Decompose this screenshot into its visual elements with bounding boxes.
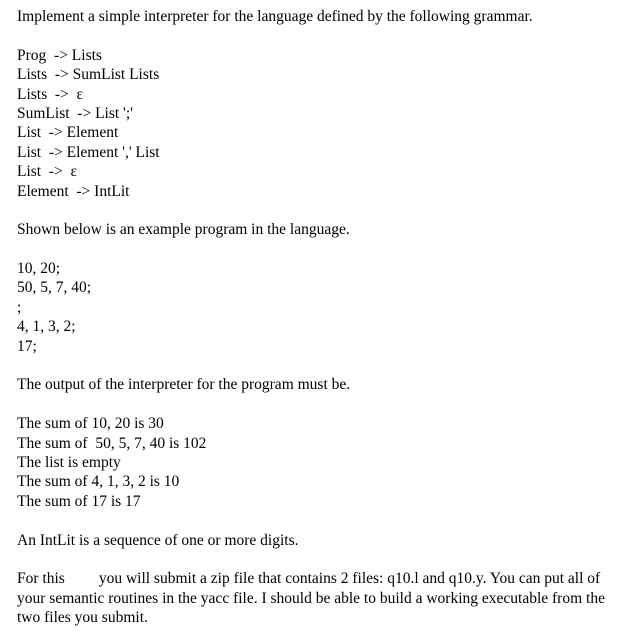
document-body [17,7,629,628]
output-line: The sum of 17 is 17 [17,492,141,510]
intlit-definition: An IntLit is a sequence of one or more digits. [17,531,299,549]
grammar-rule: Prog -> Lists [17,46,102,64]
grammar-rule: List -> Element ',' List [17,143,160,161]
example-program [17,259,629,356]
spacer [17,550,629,569]
submission-prefix: For this [17,570,65,588]
example-heading: Shown below is an example program in the language. [17,221,350,239]
grammar-rule: List -> Element [17,124,119,142]
grammar-rule: Lists -> ε [17,85,84,103]
output-line: The sum of 4, 1, 3, 2 is 10 [17,473,180,491]
spacer [17,511,629,530]
program-line: 4, 1, 3, 2; [17,318,76,336]
grammar-rule: Element -> IntLit [17,182,130,200]
output-line: The sum of 50, 5, 7, 40 is 102 [17,434,207,452]
expected-output [17,414,629,511]
grammar-rule: SumList -> List ';' [17,104,133,122]
program-line: 17; [17,337,37,355]
grammar-rule: Lists -> SumList Lists [17,66,160,84]
intro-text: Implement a simple interpreter for the language defined by the following grammar. [17,8,533,25]
grammar-block [17,46,629,201]
program-line: ; [17,298,22,316]
submission-text: you will submit a zip file that contains 2 files: q10.l and q10.y. You can put all of your semantic routines in the yacc file. I should be able to build a working executable from the two files you submit. [17,570,605,627]
program-line: 10, 20; [17,260,61,278]
output-line: The sum of 10, 20 is 30 [17,415,164,433]
spacer [17,240,629,259]
spacer [17,201,629,220]
output-line: The list is empty [17,453,121,471]
program-line: 50, 5, 7, 40; [17,279,92,297]
spacer [17,26,629,45]
grammar-rule: List -> ε [17,163,78,181]
output-heading: The output of the interpreter for the program must be. [17,376,351,394]
submission-paragraph [17,569,629,627]
spacer [17,356,629,375]
spacer [17,395,629,414]
